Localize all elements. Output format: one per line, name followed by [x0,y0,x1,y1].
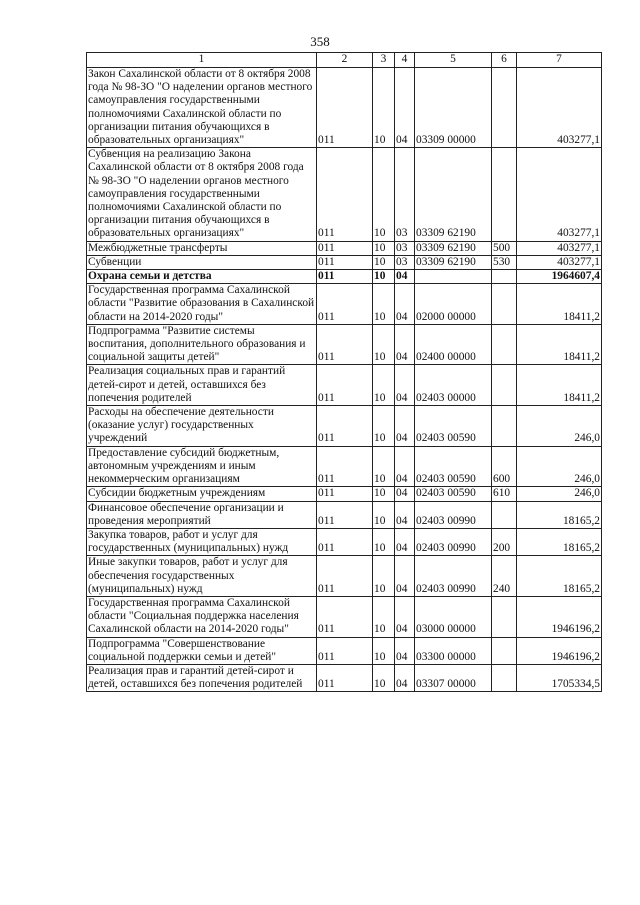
row-name-cell: Охрана семьи и детства [87,270,317,284]
row-amount-cell: 246,0 [517,406,602,447]
row-target-code-cell: 03300 00000 [415,637,492,664]
row-expense-type-cell [492,596,517,637]
row-name-cell: Государственная программа Сахалинской области "Социальная поддержка населения Сахалинской области на 2014-2020 годы" [87,596,317,637]
row-target-code-cell: 02403 00590 [415,406,492,447]
row-amount-cell: 1946196,2 [517,637,602,664]
table-row [87,556,602,597]
row-subsection-code-cell: 03 [395,255,415,269]
row-section-code-cell: 10 [373,596,395,637]
row-amount-cell: 18165,2 [517,528,602,555]
table-row [87,528,602,555]
row-expense-type-cell: 200 [492,528,517,555]
row-ministry-code-cell: 011 [317,284,373,325]
row-section-code-cell: 10 [373,324,395,365]
row-target-code-cell: 02403 00590 [415,446,492,487]
row-ministry-code-cell: 011 [317,446,373,487]
header-cell: 4 [395,53,415,68]
row-name-cell: Финансовое обеспечение организации и проведения мероприятий [87,501,317,528]
table-row [87,365,602,406]
row-section-code-cell: 10 [373,501,395,528]
row-expense-type-cell [492,365,517,406]
table-row [87,241,602,255]
table-row [87,501,602,528]
row-ministry-code-cell: 011 [317,664,373,691]
table-row [87,487,602,501]
table-row [87,255,602,269]
row-ministry-code-cell: 011 [317,270,373,284]
row-ministry-code-cell: 011 [317,148,373,241]
row-name-cell: Расходы на обеспечение деятельности (оказание услуг) государственных учреждений [87,406,317,447]
row-target-code-cell: 02403 00000 [415,365,492,406]
row-ministry-code-cell: 011 [317,487,373,501]
table-row [87,406,602,447]
row-target-code-cell: 03309 62190 [415,148,492,241]
row-section-code-cell: 10 [373,241,395,255]
row-name-cell: Межбюджетные трансферты [87,241,317,255]
row-name-cell: Закупка товаров, работ и услуг для государственных (муниципальных) нужд [87,528,317,555]
row-amount-cell: 403277,1 [517,68,602,148]
row-name-cell: Субвенции [87,255,317,269]
table-row [87,148,602,241]
row-name-cell: Субсидии бюджетным учреждениям [87,487,317,501]
row-section-code-cell: 10 [373,406,395,447]
row-expense-type-cell: 240 [492,556,517,597]
table-row [87,446,602,487]
row-target-code-cell: 02400 00000 [415,324,492,365]
row-amount-cell: 1946196,2 [517,596,602,637]
table-row [87,664,602,691]
row-amount-cell: 403277,1 [517,255,602,269]
row-target-code-cell: 03000 00000 [415,596,492,637]
row-target-code-cell: 03307 00000 [415,664,492,691]
row-ministry-code-cell: 011 [317,241,373,255]
row-section-code-cell: 10 [373,284,395,325]
table-row [87,637,602,664]
row-expense-type-cell [492,148,517,241]
row-amount-cell: 18411,2 [517,324,602,365]
row-ministry-code-cell: 011 [317,406,373,447]
table-row [87,68,602,148]
row-subsection-code-cell: 04 [395,406,415,447]
header-cell: 3 [373,53,395,68]
row-expense-type-cell [492,664,517,691]
table-row [87,596,602,637]
row-name-cell: Закон Сахалинской области от 8 октября 2008 года № 98-ЗО "О наделении органов местного самоуправления государственными полномочиями Сахалинской области по организации питания обучающихся в образовательных организациях" [87,68,317,148]
row-expense-type-cell: 500 [492,241,517,255]
row-target-code-cell: 02403 00990 [415,501,492,528]
row-amount-cell: 246,0 [517,487,602,501]
header-cell: 2 [317,53,373,68]
row-target-code-cell: 03309 00000 [415,68,492,148]
row-section-code-cell: 10 [373,664,395,691]
row-subsection-code-cell: 04 [395,487,415,501]
table-row [87,270,602,284]
header-cell: 6 [492,53,517,68]
row-ministry-code-cell: 011 [317,255,373,269]
row-subsection-code-cell: 03 [395,241,415,255]
row-target-code-cell: 03309 62190 [415,241,492,255]
table-row [87,284,602,325]
row-section-code-cell: 10 [373,255,395,269]
row-subsection-code-cell: 04 [395,637,415,664]
row-subsection-code-cell: 04 [395,446,415,487]
row-amount-cell: 1705334,5 [517,664,602,691]
header-cell: 1 [87,53,317,68]
table-row [87,324,602,365]
row-name-cell: Подпрограмма "Развитие системы воспитания, дополнительного образования и социальной защиты детей" [87,324,317,365]
row-section-code-cell: 10 [373,528,395,555]
row-target-code-cell: 02403 00990 [415,528,492,555]
row-target-code-cell: 02000 00000 [415,284,492,325]
row-subsection-code-cell: 04 [395,664,415,691]
row-ministry-code-cell: 011 [317,501,373,528]
row-subsection-code-cell: 03 [395,148,415,241]
row-subsection-code-cell: 04 [395,596,415,637]
table-header-row [87,53,602,68]
row-ministry-code-cell: 011 [317,528,373,555]
row-section-code-cell: 10 [373,148,395,241]
row-ministry-code-cell: 011 [317,556,373,597]
row-section-code-cell: 10 [373,556,395,597]
row-expense-type-cell [492,501,517,528]
row-amount-cell: 18165,2 [517,556,602,597]
row-amount-cell: 403277,1 [517,241,602,255]
budget-table [86,52,602,692]
row-subsection-code-cell: 04 [395,270,415,284]
row-ministry-code-cell: 011 [317,637,373,664]
header-cell: 5 [415,53,492,68]
header-cell: 7 [517,53,602,68]
row-subsection-code-cell: 04 [395,284,415,325]
row-name-cell: Реализация социальных прав и гарантий детей-сирот и детей, оставшихся без попечения родителей [87,365,317,406]
row-amount-cell: 18165,2 [517,501,602,528]
row-subsection-code-cell: 04 [395,556,415,597]
row-section-code-cell: 10 [373,365,395,406]
row-expense-type-cell [492,324,517,365]
row-name-cell: Предоставление субсидий бюджетным, автономным учреждениям и иным некоммерческим организациям [87,446,317,487]
row-section-code-cell: 10 [373,68,395,148]
row-name-cell: Подпрограмма "Совершенствование социальной поддержки семьи и детей" [87,637,317,664]
row-target-code-cell: 03309 62190 [415,255,492,269]
row-expense-type-cell [492,406,517,447]
row-name-cell: Иные закупки товаров, работ и услуг для обеспечения государственных (муниципальных) нужд [87,556,317,597]
row-subsection-code-cell: 04 [395,68,415,148]
row-expense-type-cell: 600 [492,446,517,487]
row-subsection-code-cell: 04 [395,365,415,406]
row-name-cell: Субвенция на реализацию Закона Сахалинской области от 8 октября 2008 года № 98-ЗО "О наделении органов местного самоуправления государственными полномочиями Сахалинской области по организации питания обучающихся в образовательных организациях" [87,148,317,241]
row-subsection-code-cell: 04 [395,324,415,365]
row-expense-type-cell [492,637,517,664]
row-subsection-code-cell: 04 [395,528,415,555]
row-section-code-cell: 10 [373,270,395,284]
table-body [87,53,602,692]
row-amount-cell: 18411,2 [517,284,602,325]
row-ministry-code-cell: 011 [317,596,373,637]
row-section-code-cell: 10 [373,487,395,501]
row-name-cell: Государственная программа Сахалинской области "Развитие образования в Сахалинской области на 2014-2020 годы" [87,284,317,325]
row-expense-type-cell [492,68,517,148]
row-expense-type-cell: 530 [492,255,517,269]
row-expense-type-cell: 610 [492,487,517,501]
row-ministry-code-cell: 011 [317,68,373,148]
row-expense-type-cell [492,284,517,325]
row-amount-cell: 403277,1 [517,148,602,241]
row-ministry-code-cell: 011 [317,324,373,365]
row-section-code-cell: 10 [373,446,395,487]
row-amount-cell: 1964607,4 [517,270,602,284]
page-number: 358 [310,34,330,49]
row-target-code-cell: 02403 00590 [415,487,492,501]
row-target-code-cell: 02403 00990 [415,556,492,597]
row-amount-cell: 246,0 [517,446,602,487]
row-section-code-cell: 10 [373,637,395,664]
row-amount-cell: 18411,2 [517,365,602,406]
row-target-code-cell [415,270,492,284]
row-subsection-code-cell: 04 [395,501,415,528]
row-name-cell: Реализация прав и гарантий детей-сирот и детей, оставшихся без попечения родителей [87,664,317,691]
row-expense-type-cell [492,270,517,284]
row-ministry-code-cell: 011 [317,365,373,406]
